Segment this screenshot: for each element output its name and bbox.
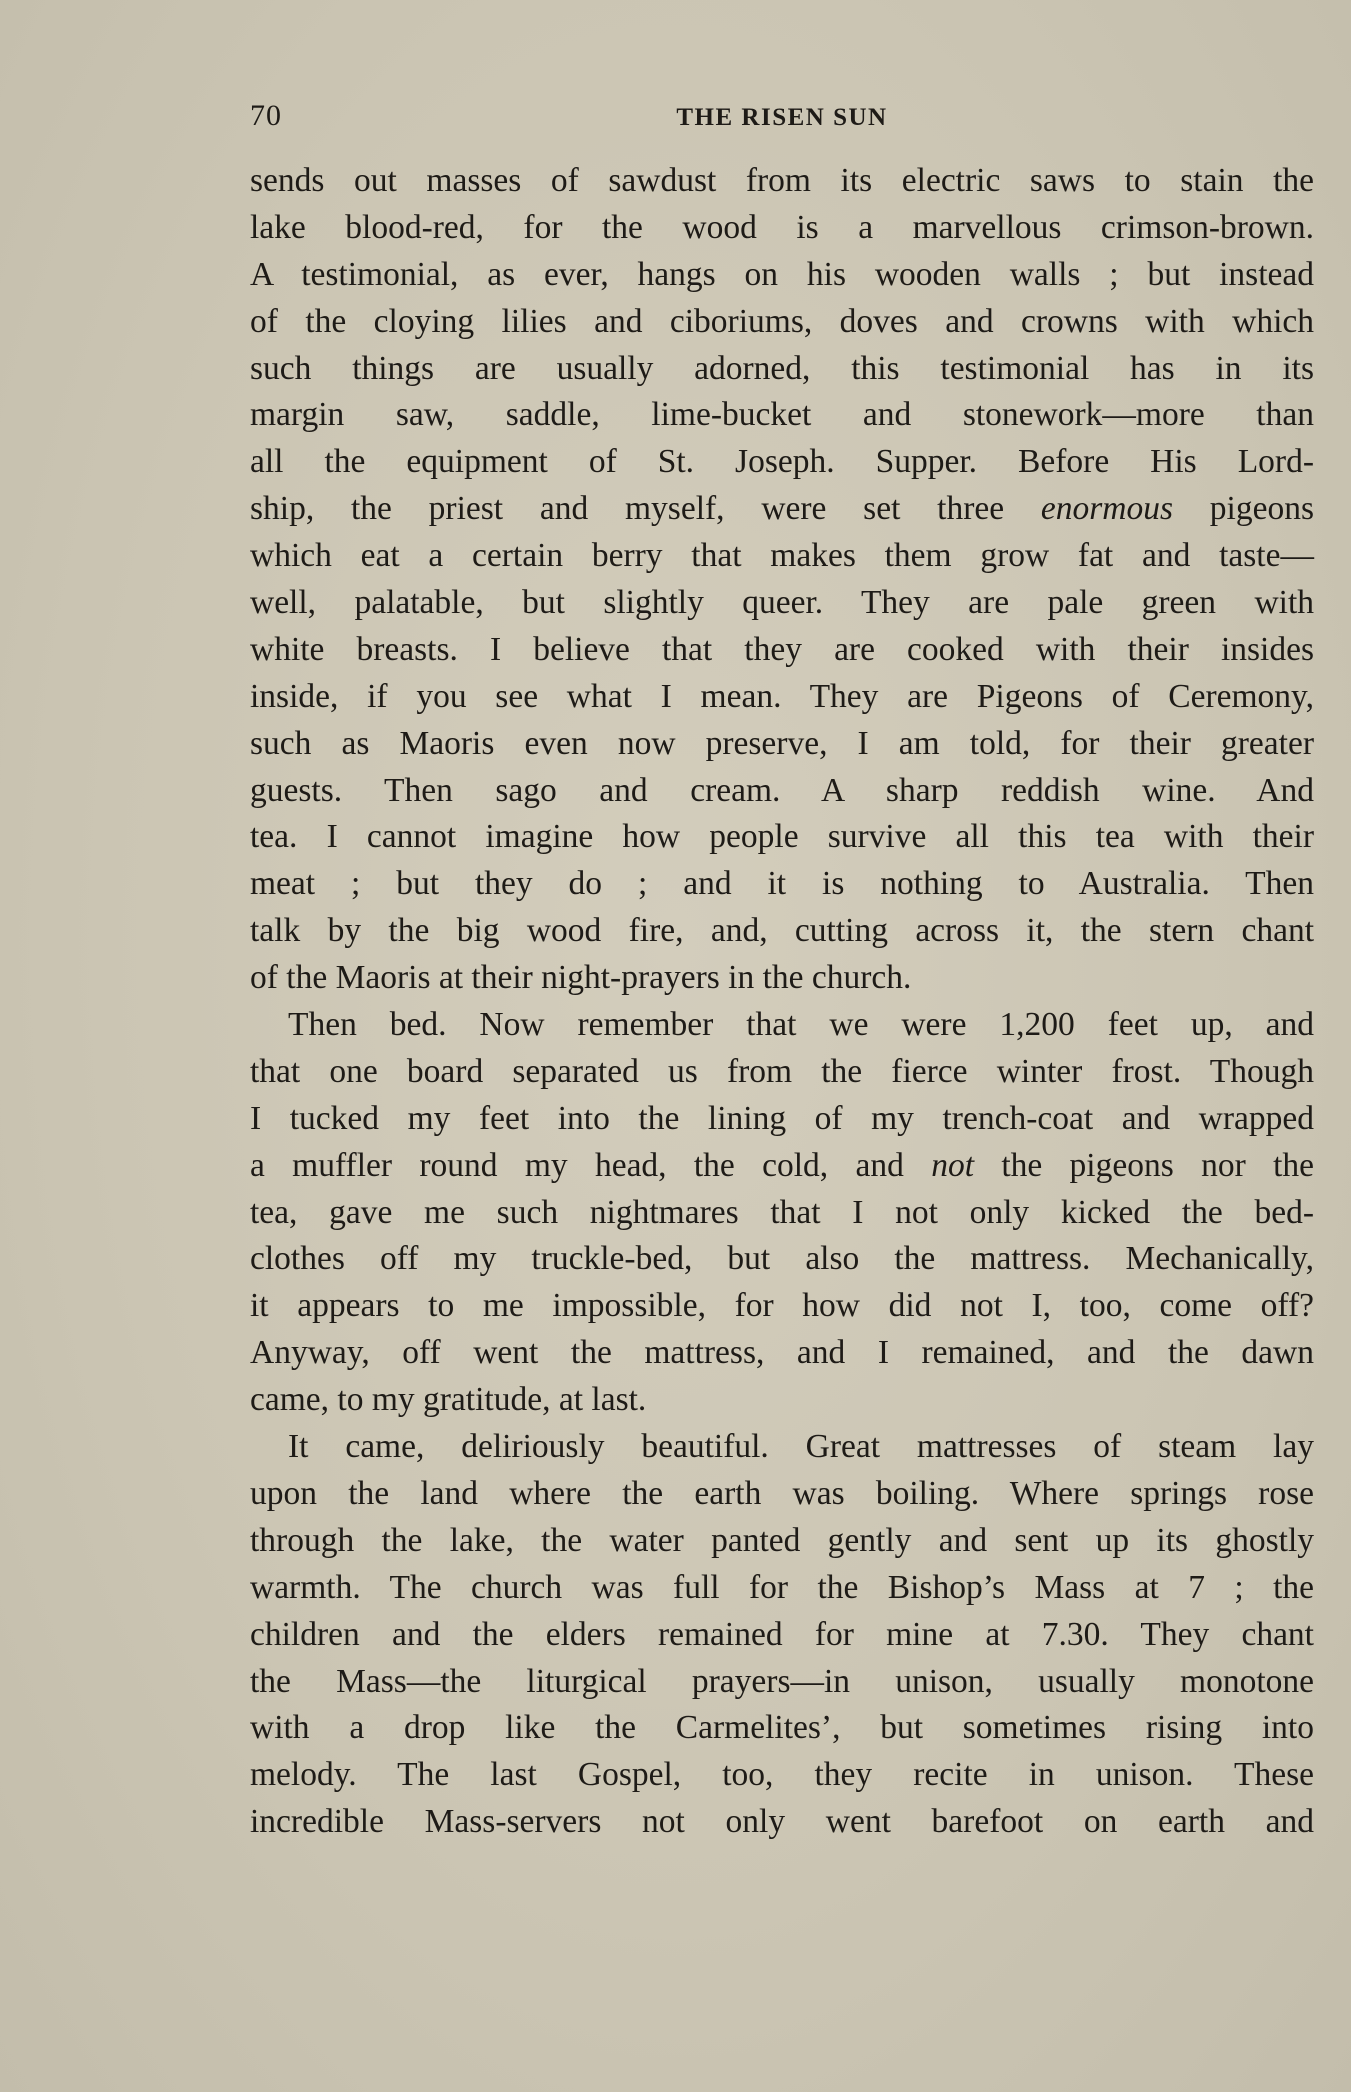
text-line: margin saw, saddle, lime-bucket and stonework—more than [250, 396, 1314, 434]
text-line: talk by the big wood fire, and, cutting across it, the stern chant [250, 912, 1314, 950]
text-line: incredible Mass-servers not only went barefoot on earth and [250, 1803, 1314, 1841]
text-line: of the Maoris at their night-prayers in the church. [250, 959, 912, 997]
text-run: a muffler round my head, the cold, and [250, 1146, 932, 1184]
text-line: the Mass—the liturgical prayers—in unison, usually monotone [250, 1662, 1314, 1700]
text-line: upon the land where the earth was boiling. Where springs rose [250, 1474, 1314, 1512]
text-line: through the lake, the water panted gently and sent up its ghostly [250, 1521, 1314, 1559]
text-line: I tucked my feet into the lining of my trench-coat and wrapped [250, 1099, 1314, 1137]
text-run: ship, the priest and myself, were set three [250, 490, 1041, 528]
text-line: white breasts. I believe that they are cooked with their insides [250, 630, 1314, 668]
text-line [250, 1143, 1314, 1190]
text-line: that one board separated us from the fierce winter frost. Though [250, 1052, 1314, 1090]
running-title: THE RISEN SUN [676, 104, 888, 131]
text-line: sends out masses of sawdust from its electric saws to stain the [250, 162, 1314, 199]
page-number: 70 [250, 99, 282, 132]
text-line: meat ; but they do ; and it is nothing to Australia. Then [250, 865, 1314, 903]
italic-word: not [931, 1146, 974, 1184]
body-text [250, 158, 1314, 1846]
text-line: tea, gave me such nightmares that I not only kicked the bed- [250, 1193, 1314, 1231]
text-line: warmth. The church was full for the Bishop’s Mass at 7 ; the [250, 1568, 1314, 1606]
text-line: with a drop like the Carmelites’, but sometimes rising into [250, 1709, 1314, 1747]
text-line: which eat a certain berry that makes them grow fat and taste— [250, 537, 1314, 575]
text-line: It came, deliriously beautiful. Great mattresses of steam lay [288, 1428, 1314, 1466]
text-line: such as Maoris even now preserve, I am told, for their greater [250, 724, 1314, 762]
text-run: pigeons [1173, 490, 1314, 528]
text-line: lake blood-red, for the wood is a marvellous crimson-brown. [250, 208, 1314, 246]
text-line: Then bed. Now remember that we were 1,200 feet up, and [288, 1006, 1314, 1044]
text-line: inside, if you see what I mean. They are Pigeons of Ceremony, [250, 677, 1314, 715]
text-line: Anyway, off went the mattress, and I remained, and the dawn [250, 1334, 1314, 1372]
text-line: tea. I cannot imagine how people survive all this tea with their [250, 818, 1314, 856]
text-line [250, 486, 1314, 533]
text-line: children and the elders remained for mine at 7.30. They chant [250, 1615, 1314, 1653]
text-line: all the equipment of St. Joseph. Supper. Before His Lord- [250, 443, 1314, 481]
running-head [250, 94, 1314, 138]
text-line: it appears to me impossible, for how did not I, too, come off? [250, 1287, 1314, 1325]
text-line: A testimonial, as ever, hangs on his wooden walls ; but instead [250, 255, 1314, 293]
text-line: of the cloying lilies and ciboriums, doves and crowns with which [250, 302, 1314, 340]
text-line: came, to my gratitude, at last. [250, 1381, 647, 1419]
text-line: well, palatable, but slightly queer. They are pale green with [250, 584, 1314, 622]
italic-word: enormous [1040, 490, 1174, 528]
text-line: clothes off my truckle-bed, but also the mattress. Mechanically, [250, 1240, 1314, 1278]
text-line: melody. The last Gospel, too, they recite in unison. These [250, 1756, 1314, 1794]
text-run: the pigeons nor the [974, 1146, 1314, 1184]
text-line: guests. Then sago and cream. A sharp reddish wine. And [250, 771, 1314, 809]
text-line: such things are usually adorned, this testimonial has in its [250, 349, 1314, 387]
